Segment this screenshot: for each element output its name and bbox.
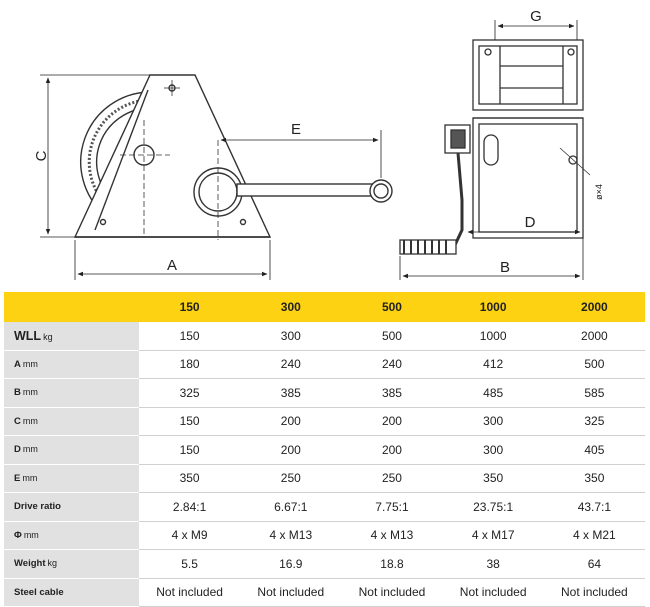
table-cell: 150 — [139, 436, 240, 465]
table-cell: 4 x M17 — [443, 521, 544, 550]
row-label — [4, 493, 139, 522]
table-cell: 385 — [240, 379, 341, 408]
table-cell: 18.8 — [341, 550, 442, 579]
table-row — [4, 521, 645, 550]
table-cell: 250 — [341, 464, 442, 493]
row-label — [4, 350, 139, 379]
table-row — [4, 436, 645, 465]
dimension-e-label: E — [290, 121, 302, 138]
row-label — [4, 322, 139, 350]
table-row — [4, 407, 645, 436]
hole-label: ø×4 — [594, 184, 604, 200]
table-cell: 4 x M13 — [240, 521, 341, 550]
table-cell: 240 — [240, 350, 341, 379]
table-cell: 325 — [544, 407, 645, 436]
row-label-text: Drive ratio — [14, 501, 61, 513]
table-header-row — [4, 292, 645, 322]
table-cell: 64 — [544, 550, 645, 579]
table-cell: 7.75:1 — [341, 493, 442, 522]
table-cell: 300 — [443, 436, 544, 465]
table-row — [4, 379, 645, 408]
row-label-text: D — [14, 444, 21, 456]
row-unit: mm — [22, 472, 38, 483]
column-header: 150 — [139, 292, 240, 322]
table-cell: 200 — [240, 436, 341, 465]
table-cell: 200 — [240, 407, 341, 436]
table-cell: 2000 — [544, 322, 645, 350]
row-label-text: E — [14, 472, 21, 484]
front-view — [400, 40, 590, 254]
table-cell: 350 — [544, 464, 645, 493]
table-cell: 16.9 — [240, 550, 341, 579]
table-cell: 1000 — [443, 322, 544, 350]
table-cell: 300 — [240, 322, 341, 350]
row-label-text: Φ — [14, 529, 22, 541]
table-cell: 500 — [341, 322, 442, 350]
row-unit: mm — [22, 415, 38, 426]
dimension-d-label: D — [524, 214, 536, 231]
column-header: 300 — [240, 292, 341, 322]
row-label-text: B — [14, 387, 21, 399]
row-label-text: C — [14, 415, 21, 427]
table-cell: 180 — [139, 350, 240, 379]
header-corner — [4, 292, 139, 322]
table-cell: Not included — [443, 578, 544, 607]
column-header: 500 — [341, 292, 442, 322]
table-cell: 350 — [443, 464, 544, 493]
row-unit: mm — [22, 444, 38, 455]
row-label — [4, 407, 139, 436]
table-cell: 240 — [341, 350, 442, 379]
table-cell: Not included — [544, 578, 645, 607]
side-view — [75, 75, 392, 240]
table-cell: 6.67:1 — [240, 493, 341, 522]
table-cell: Not included — [240, 578, 341, 607]
row-unit: mm — [22, 387, 38, 398]
table-row — [4, 350, 645, 379]
table-cell: 412 — [443, 350, 544, 379]
table-row — [4, 550, 645, 579]
table-cell: Not included — [139, 578, 240, 607]
row-label-text: WLL — [14, 328, 42, 343]
table-row — [4, 493, 645, 522]
table-cell: 150 — [139, 407, 240, 436]
winch-technical-drawing — [0, 0, 650, 290]
dimension-b-label: B — [499, 259, 511, 276]
table-cell: 2.84:1 — [139, 493, 240, 522]
table-cell: 5.5 — [139, 550, 240, 579]
table-row — [4, 464, 645, 493]
row-unit: kg — [47, 558, 58, 569]
row-label-text: Weight — [14, 558, 46, 570]
table-cell: 4 x M9 — [139, 521, 240, 550]
table-cell: 4 x M13 — [341, 521, 442, 550]
table-cell: 4 x M21 — [544, 521, 645, 550]
column-header: 2000 — [544, 292, 645, 322]
table-cell: 405 — [544, 436, 645, 465]
table-cell: 300 — [443, 407, 544, 436]
dimension-a-label: A — [166, 257, 178, 274]
dimension-c-label: C — [33, 150, 50, 162]
table-cell: 500 — [544, 350, 645, 379]
row-label — [4, 521, 139, 550]
row-unit: kg — [43, 331, 53, 342]
table-cell: 250 — [240, 464, 341, 493]
dimension-g-label: G — [530, 8, 542, 25]
table-cell: 350 — [139, 464, 240, 493]
row-unit: mm — [22, 358, 38, 369]
row-label — [4, 379, 139, 408]
row-label — [4, 578, 139, 607]
row-label — [4, 550, 139, 579]
row-unit: mm — [23, 529, 39, 540]
table-cell: 23.75:1 — [443, 493, 544, 522]
row-label-text: A — [14, 358, 21, 370]
table-cell: 200 — [341, 407, 442, 436]
table-cell: 385 — [341, 379, 442, 408]
row-label-text: Steel cable — [14, 586, 64, 598]
table-cell: 38 — [443, 550, 544, 579]
table-cell: Not included — [341, 578, 442, 607]
table-row — [4, 578, 645, 607]
table-cell: 43.7:1 — [544, 493, 645, 522]
table-cell: 325 — [139, 379, 240, 408]
table-cell: 585 — [544, 379, 645, 408]
table-row — [4, 322, 645, 350]
table-cell: 200 — [341, 436, 442, 465]
row-label — [4, 464, 139, 493]
specification-table — [4, 292, 645, 607]
row-label — [4, 436, 139, 465]
table-cell: 485 — [443, 379, 544, 408]
column-header: 1000 — [443, 292, 544, 322]
table-cell: 150 — [139, 322, 240, 350]
